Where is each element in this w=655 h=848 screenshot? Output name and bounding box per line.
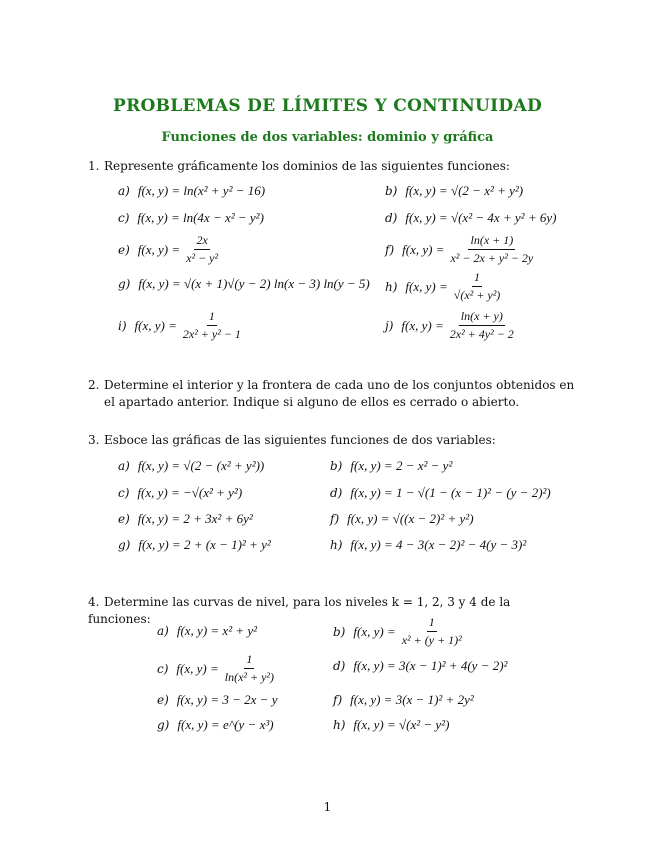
fraction: $\frac{\ln(x + y)}{\text{2x² + 4y² − 2}}$	[449, 309, 514, 341]
problem-1-item-e: e) f(x, y) = $\frac{2x}{\text{x² − y²}}$	[118, 233, 219, 265]
problem-4-item-e: e) f(x, y) = 3 − 2x − y	[157, 692, 278, 707]
problem-4-item-a: a) f(x, y) = x² + y²	[157, 623, 258, 638]
problem-3-item-h: h) f(x, y) = 4 − 3(x − 2)² − 4(y − 3)²	[330, 537, 527, 552]
problem-3-item-a: a) f(x, y) = √(2 − (x² + y²))	[118, 458, 265, 473]
problem-4-item-f: f) f(x, y) = 3(x − 1)² + 2y²	[333, 692, 474, 707]
problem-1-item-c: c) f(x, y) = ln(4x − x² − y²)	[118, 210, 264, 225]
problem-3-item-f: f) f(x, y) = √((x − 2)² + y²)	[330, 511, 474, 526]
problem-4-statement: 4. Determine las curvas de nivel, para los niveles k = 1, 2, 3 y 4 de la funciones:	[88, 595, 511, 626]
problem-3-item-g: g) f(x, y) = 2 + (x − 1)² + y²	[118, 537, 271, 552]
fraction: $\frac{1}{\text{√(x² + y²)}}$	[453, 270, 501, 302]
problem-1-item-a: a) f(x, y) = ln(x² + y² − 16)	[118, 183, 266, 198]
problem-1-item-f: f) f(x, y) = $\frac{\ln(x + 1)}{\text{x² − 2x + y² − 2y}}$	[385, 233, 534, 265]
problem-4-item-c: c) f(x, y) = $\frac{1}{\text{ln(x² + y²)}}$	[157, 652, 275, 684]
problem-1-statement: 1. Represente gráficamente los dominios de las siguientes funciones:	[88, 159, 510, 173]
problem-3-statement: 3. Esboce las gráficas de las siguientes funciones de dos variables:	[88, 433, 496, 447]
fraction: $\frac{\ln(x + 1)}{\text{x² − 2x + y² − 2y}}$	[450, 233, 534, 265]
problem-3-item-e: e) f(x, y) = 2 + 3x² + 6y²	[118, 511, 253, 526]
document-title: PROBLEMAS DE LÍMITES Y CONTINUIDAD	[112, 96, 543, 116]
fraction: $\frac{1}{\text{ln(x² + y²)}}$	[224, 652, 275, 684]
problem-4-item-d: d) f(x, y) = 3(x − 1)² + 4(y − 2)²	[333, 658, 508, 673]
document-subtitle: Funciones de dos variables: dominio y gráfica	[161, 130, 494, 145]
problem-4-item-g: g) f(x, y) = e^(y − x³)	[157, 717, 274, 732]
problem-1-item-i: i) f(x, y) = $\frac{1}{\text{2x² + y² − 1}}$	[118, 309, 241, 341]
problem-4-item-h: h) f(x, y) = √(x² − y²)	[333, 717, 450, 732]
problem-1-item-j: j) f(x, y) = $\frac{\ln(x + y)}{\text{2x² + 4y² − 2}}$	[385, 309, 514, 341]
problem-1-item-g: g) f(x, y) = √(x + 1)√(y − 2) ln(x − 3) ln(y − 5)	[118, 276, 370, 291]
problem-3-item-b: b) f(x, y) = 2 − x² − y²	[330, 458, 453, 473]
page-number: 1	[323, 800, 332, 814]
fraction: $\frac{2x}{\text{x² − y²}}$	[186, 233, 219, 265]
fraction: $\frac{1}{\text{2x² + y² − 1}}$	[182, 309, 241, 341]
problem-2-statement: 2. Determine el interior y la frontera de cada uno de los conjuntos obtenidos en el apartado anterior. Indique si alguno de ellos es cerrado o abierto.	[88, 378, 575, 409]
problem-3-item-c: c) f(x, y) = −√(x² + y²)	[118, 485, 243, 500]
problem-1-item-b: b) f(x, y) = √(2 − x² + y²)	[385, 183, 524, 198]
problem-1-item-h: h) f(x, y) = $\frac{1}{\text{√(x² + y²)}}$	[385, 270, 501, 302]
problem-3-item-d: d) f(x, y) = 1 − √(1 − (x − 1)² − (y − 2)²)	[330, 485, 551, 500]
problem-1-item-d: d) f(x, y) = √(x² − 4x + y² + 6y)	[385, 210, 557, 225]
fraction: $\frac{1}{\text{x² + (y + 1)²}}$	[401, 615, 462, 647]
problem-4-item-b: b) f(x, y) = $\frac{1}{\text{x² + (y + 1)²}}$	[333, 615, 462, 647]
